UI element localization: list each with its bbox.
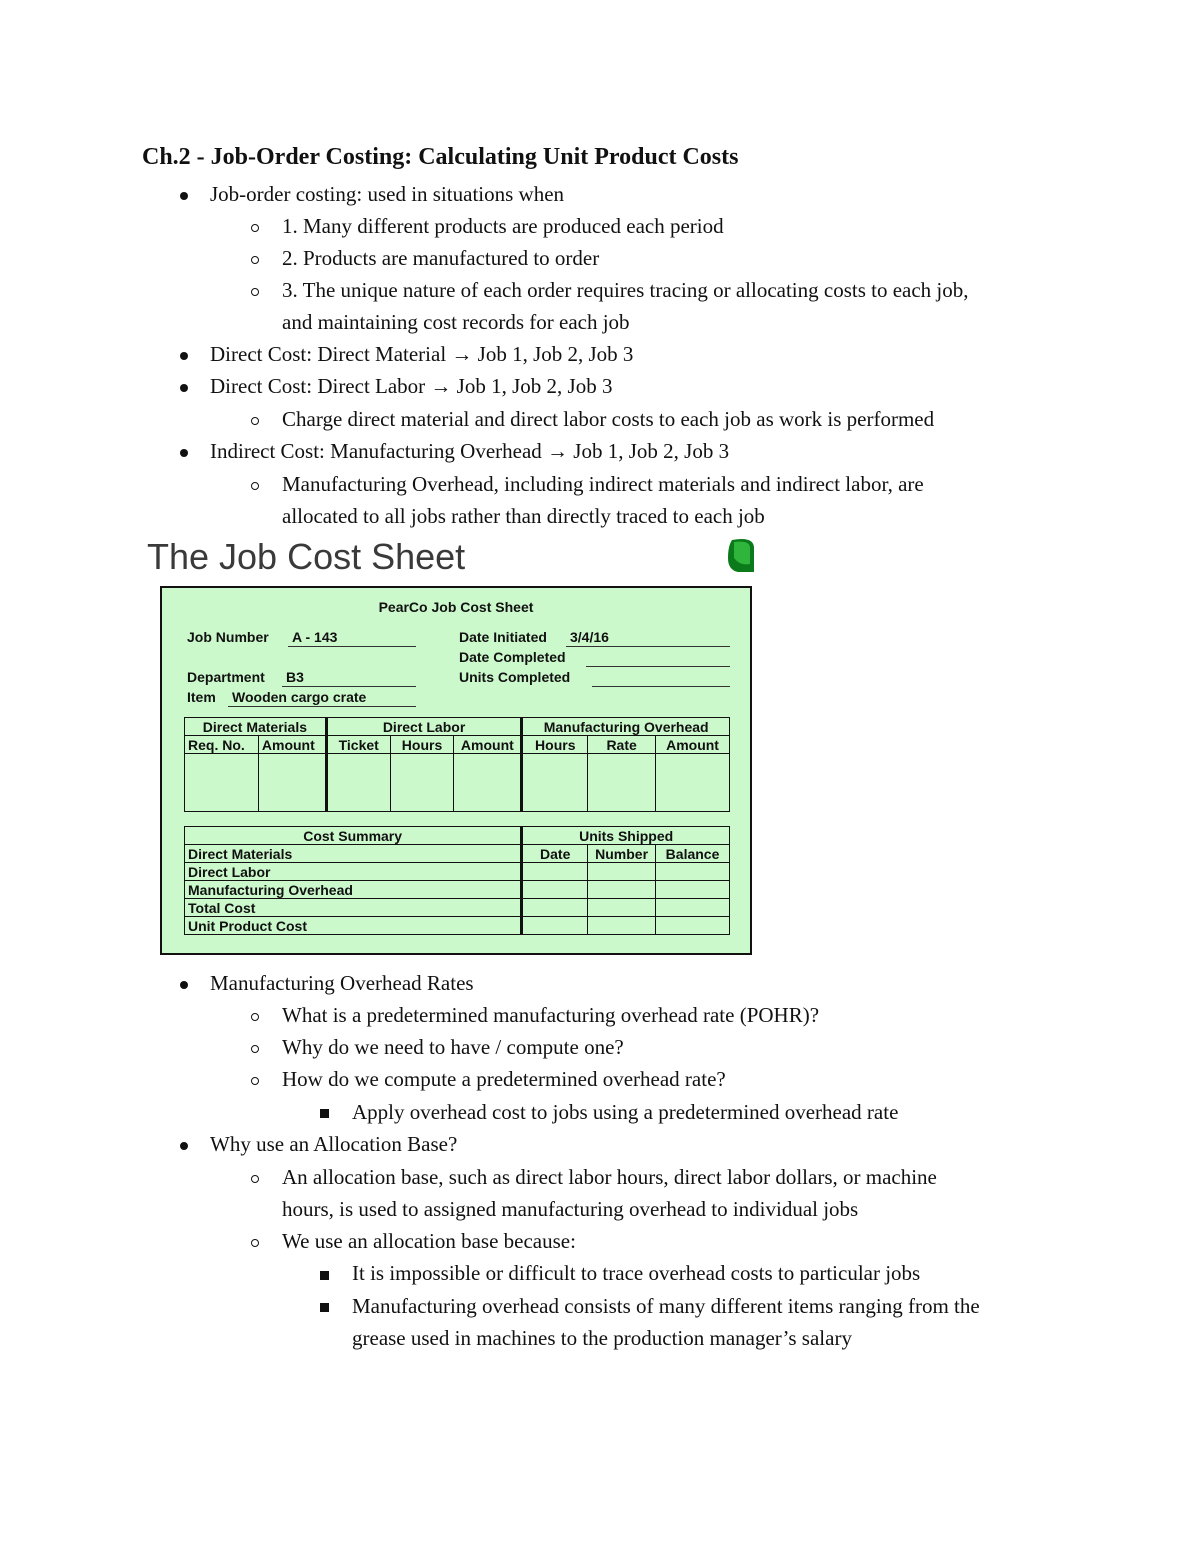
dl-hours-column: Hours — [390, 736, 454, 754]
list-item: Direct Cost: Direct Labor → Job 1, Job 2, Job 3 — [210, 374, 613, 398]
bullet-circle — [251, 224, 259, 232]
summary-row-manufacturing-overhead: Manufacturing Overhead — [185, 881, 522, 899]
list-item: Apply overhead cost to jobs using a predetermined overhead rate — [352, 1100, 899, 1124]
list-item: It is impossible or difficult to trace overhead costs to particular jobs — [352, 1261, 921, 1285]
dl-amount-column: Amount — [454, 736, 522, 754]
table-cell — [656, 754, 730, 812]
department-value: B3 — [286, 669, 304, 685]
list-item: Indirect Cost: Manufacturing Overhead → Job 1, Job 2, Job 3 — [210, 439, 730, 463]
table-cell — [258, 754, 326, 812]
bullet-circle — [251, 1077, 259, 1085]
table-cell — [522, 863, 588, 881]
direct-labor-header: Direct Labor — [326, 718, 522, 736]
shipped-date-column: Date — [522, 845, 588, 863]
job-number-underline — [288, 646, 416, 647]
table-cell — [326, 754, 390, 812]
units-shipped-header: Units Shipped — [522, 827, 730, 845]
department-underline — [282, 686, 416, 687]
list-item-continuation: and maintaining cost records for each job — [282, 310, 630, 334]
item-value: Wooden cargo crate — [232, 689, 367, 705]
bullet-circle — [251, 256, 259, 264]
dm-amount-column: Amount — [258, 736, 326, 754]
item-label: Item — [187, 689, 216, 705]
bullet-circle — [251, 482, 259, 490]
units-completed-underline — [592, 686, 730, 687]
list-item: How do we compute a predetermined overhead rate? — [282, 1067, 726, 1091]
mo-amount-column: Amount — [656, 736, 730, 754]
bullet-circle — [251, 1013, 259, 1021]
list-item-continuation: hours, is used to assigned manufacturing overhead to individual jobs — [282, 1197, 859, 1221]
table-cell — [588, 899, 656, 917]
list-item: We use an allocation base because: — [282, 1229, 576, 1253]
bullet-circle — [251, 1045, 259, 1053]
table-cell — [185, 754, 259, 812]
list-item: Why do we need to have / compute one? — [282, 1035, 624, 1059]
summary-row-total-cost: Total Cost — [185, 899, 522, 917]
table-cell — [656, 881, 730, 899]
bullet-square — [320, 1303, 329, 1312]
table-cell — [588, 863, 656, 881]
cost-summary-table — [184, 826, 730, 935]
summary-row-unit-product-cost: Unit Product Cost — [185, 917, 522, 935]
date-initiated-label: Date Initiated — [459, 629, 547, 645]
list-item: Manufacturing Overhead, including indirect materials and indirect labor, are — [282, 472, 924, 496]
mo-hours-column: Hours — [522, 736, 588, 754]
summary-row-direct-labor: Direct Labor — [185, 863, 522, 881]
manufacturing-overhead-header: Manufacturing Overhead — [522, 718, 730, 736]
list-item-continuation: grease used in machines to the production manager’s salary — [352, 1326, 852, 1350]
list-item: 3. The unique nature of each order requires tracing or allocating costs to each job, — [282, 278, 969, 302]
table-cell — [522, 754, 588, 812]
department-label: Department — [187, 669, 265, 685]
list-item: Manufacturing overhead consists of many different items ranging from the — [352, 1294, 980, 1318]
bullet-circle — [251, 288, 259, 296]
direct-materials-header: Direct Materials — [185, 718, 327, 736]
table-cell — [656, 899, 730, 917]
list-item: Job-order costing: used in situations when — [210, 182, 565, 206]
summary-row-direct-materials: Direct Materials — [185, 845, 522, 863]
bullet-circle — [251, 1239, 259, 1247]
bullet-disc — [180, 352, 188, 360]
list-item: Why use an Allocation Base? — [210, 1132, 458, 1156]
cost-summary-header: Cost Summary — [185, 827, 522, 845]
req-no-column: Req. No. — [185, 736, 259, 754]
table-cell — [656, 917, 730, 935]
bullet-circle — [251, 1175, 259, 1183]
bullet-circle — [251, 417, 259, 425]
date-completed-label: Date Completed — [459, 649, 566, 665]
date-initiated-value: 3/4/16 — [570, 629, 609, 645]
bullet-square — [320, 1109, 329, 1118]
job-number-value: A - 143 — [292, 629, 338, 645]
date-initiated-underline — [566, 646, 730, 647]
units-completed-label: Units Completed — [459, 669, 571, 685]
table-cell — [588, 881, 656, 899]
shipped-number-column: Number — [588, 845, 656, 863]
bullet-disc — [180, 981, 188, 989]
sheet-title: PearCo Job Cost Sheet — [378, 599, 534, 615]
page-title: Ch.2 - Job-Order Costing: Calculating Unit Product Costs — [142, 144, 739, 170]
list-item: Direct Cost: Direct Material → Job 1, Job 2, Job 3 — [210, 342, 634, 366]
figure-title: The Job Cost Sheet — [147, 536, 466, 577]
table-cell — [522, 917, 588, 935]
green-logo-icon — [726, 538, 756, 574]
list-item: Manufacturing Overhead Rates — [210, 971, 474, 995]
ticket-column: Ticket — [326, 736, 390, 754]
date-completed-underline — [586, 666, 730, 667]
list-item: 2. Products are manufactured to order — [282, 246, 600, 270]
list-item: Charge direct material and direct labor costs to each job as work is performed — [282, 407, 935, 431]
bullet-square — [320, 1271, 329, 1280]
table-cell — [522, 899, 588, 917]
job-number-label: Job Number — [187, 629, 269, 645]
table-cell — [588, 917, 656, 935]
cost-details-table — [184, 717, 730, 812]
list-item-continuation: allocated to all jobs rather than directly traced to each job — [282, 504, 765, 528]
list-item: What is a predetermined manufacturing overhead rate (POHR)? — [282, 1003, 820, 1027]
table-cell — [656, 863, 730, 881]
table-cell — [588, 754, 656, 812]
bullet-disc — [180, 384, 188, 392]
job-cost-sheet — [160, 586, 752, 955]
rate-column: Rate — [588, 736, 656, 754]
table-cell — [522, 881, 588, 899]
table-cell — [390, 754, 454, 812]
bullet-disc — [180, 1142, 188, 1150]
list-item: An allocation base, such as direct labor hours, direct labor dollars, or machine — [282, 1165, 937, 1189]
list-item: 1. Many different products are produced each period — [282, 214, 724, 238]
table-cell — [454, 754, 522, 812]
shipped-balance-column: Balance — [656, 845, 730, 863]
item-underline — [228, 706, 416, 707]
bullet-disc — [180, 192, 188, 200]
bullet-disc — [180, 449, 188, 457]
